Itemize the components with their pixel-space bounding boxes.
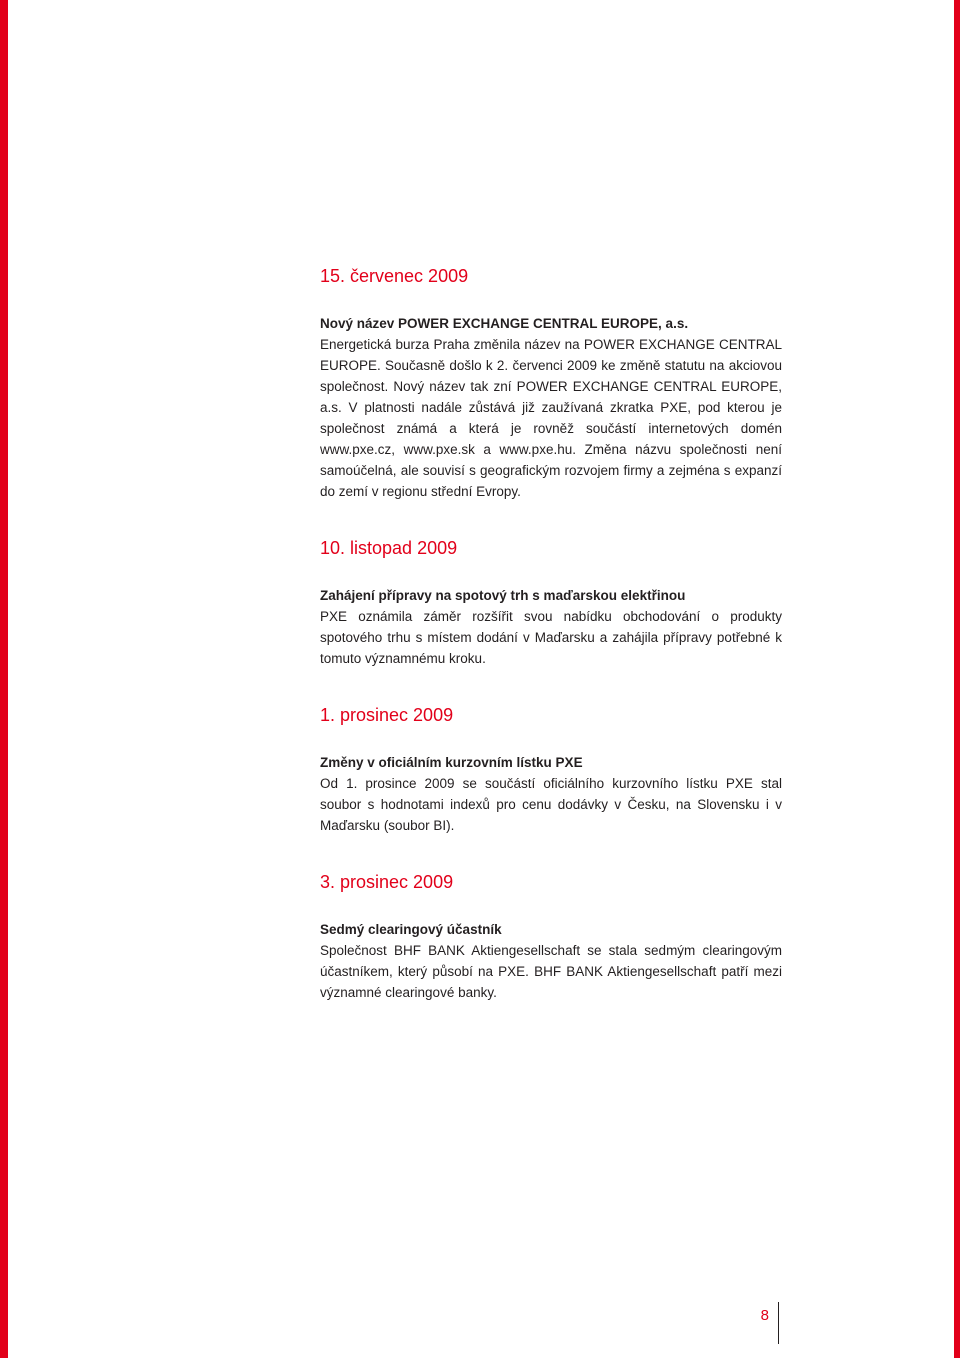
timeline-entry [320,870,782,1003]
entry-heading: Změny v oficiálním kurzovním lístku PXE [320,755,583,770]
entry-date: 15. červenec 2009 [320,266,469,286]
entry-body: Společnost BHF BANK Aktiengesellschaft se stala sedmým clearingovým účastníkem, který působí na PXE. BHF BANK Aktiengesellschaft patří mezi významné clearingové banky. [320,943,782,1000]
entry-heading: Nový název POWER EXCHANGE CENTRAL EUROPE, a.s. [320,316,689,331]
right-accent-bar [954,0,960,1358]
entry-date: 1. prosinec 2009 [320,705,454,725]
news-timeline [320,264,782,1037]
entry-body: PXE oznámila záměr rozšířit svou nabídku obchodování o produkty spotového trhu s místem dodání v Maďarsku a zahájila přípravy potřebné k tomuto významnému kroku. [320,609,782,666]
entry-body: Energetická burza Praha změnila název na POWER EXCHANGE CENTRAL EUROPE. Současně došlo k 2. červenci 2009 ke změně statutu na akciovou společnost. Nový název tak zní POWER EXCHANGE CENTRAL EUROPE, a.s. V platnosti nadále zůstává již zaužívaná zkratka PXE, pod kterou je společnost známá a která je rovněž součástí internetových domén www.pxe.cz, www.pxe.sk a www.pxe.hu. Změna názvu společnosti není samoúčelná, ale souvisí s geografickým rozvojem firmy a zejména s expanzí do zemí v regionu střední Evropy. [320,337,782,499]
entry-date: 10. listopad 2009 [320,538,458,558]
page-number: 8 [760,1307,769,1324]
timeline-entry [320,264,782,502]
timeline-entry [320,536,782,669]
timeline-entry [320,703,782,836]
page-number-divider [778,1302,779,1344]
entry-heading: Zahájení přípravy na spotový trh s maďarskou elektřinou [320,588,686,603]
entry-date: 3. prosinec 2009 [320,872,454,892]
left-accent-bar [0,0,8,1358]
entry-heading: Sedmý clearingový účastník [320,922,502,937]
entry-body: Od 1. prosince 2009 se součástí oficiálního kurzovního lístku PXE stal soubor s hodnotami indexů pro cenu dodávky v Česku, na Slovensku i v Maďarsku (soubor BI). [320,776,782,833]
